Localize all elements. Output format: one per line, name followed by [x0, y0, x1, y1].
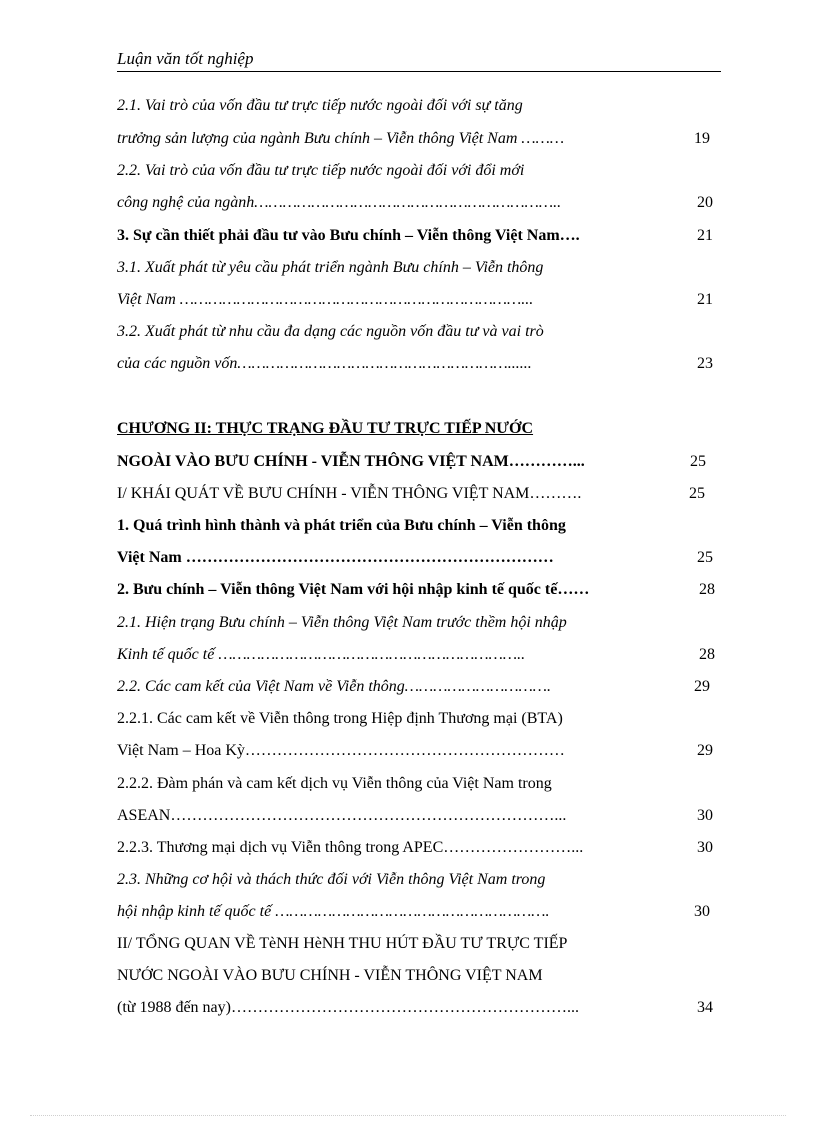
toc-entry-line: 2.2. Các cam kết của Việt Nam về Viễn thông………………………….: [117, 678, 552, 695]
toc-entry-line: 2.3. Những cơ hội và thách thức đối với Viễn thông Việt Nam trong: [117, 871, 546, 888]
toc-entry-line: 1. Quá trình hình thành và phát triển của Bưu chính – Viễn thông: [117, 517, 566, 534]
toc-entry-line: II/ TỔNG QUAN VỀ TèNH HèNH THU HÚT ĐẦU TƯ TRỰC TIẾP: [117, 935, 568, 952]
toc-entry-line: Kinh tế quốc tế ………………………………………………………..: [117, 646, 526, 663]
toc-page-number: 21: [697, 227, 713, 244]
toc-entry-line: hội nhập kinh tế quốc tế ………………………………………………….: [117, 903, 550, 920]
toc-page-number: 23: [697, 355, 713, 372]
toc-page-number: 25: [697, 549, 713, 566]
toc-entry-line: 2.2.3. Thương mại dịch vụ Viễn thông trong APEC……………………...: [117, 839, 584, 856]
toc-entry-line: 2.2. Vai trò của vốn đầu tư trực tiếp nước ngoài đối với đổi mới: [117, 162, 525, 179]
toc-entry-line: (từ 1988 đến nay)………………………………………………………...: [117, 999, 579, 1016]
toc-entry-line: Việt Nam – Hoa Kỳ……………………………………………………: [117, 742, 565, 759]
toc-page-number: 28: [699, 646, 715, 663]
toc-entry-line: 3.2. Xuất phát từ nhu cầu đa dạng các nguồn vốn đầu tư và vai trò: [117, 323, 544, 340]
toc-entry-line: ASEAN………………………………………………………………...: [117, 807, 567, 824]
toc-entry-line: của các nguồn vốn…………………………………………………......: [117, 355, 532, 372]
toc-page-number: 20: [697, 194, 713, 211]
toc-page-number: 25: [689, 485, 705, 502]
toc-page-number: 29: [697, 742, 713, 759]
toc-entry-line: công nghệ của ngành………………………………………………………..: [117, 194, 562, 211]
toc-page-number: 29: [694, 678, 710, 695]
toc-page-number: 28: [699, 581, 715, 598]
toc-page-number: 30: [694, 903, 710, 920]
chapter-title: CHƯƠNG II: THỰC TRẠNG ĐẦU TƯ TRỰC TIẾP NƯỚC: [117, 420, 534, 437]
toc-page-number: 30: [697, 807, 713, 824]
toc-page-number: 21: [697, 291, 713, 308]
chapter-title: NGOÀI VÀO BƯU CHÍNH - VIỄN THÔNG VIỆT NAM…………...: [117, 453, 585, 470]
toc-entry-line: 3.1. Xuất phát từ yêu cầu phát triển ngành Bưu chính – Viễn thông: [117, 259, 544, 276]
toc-entry-line: 2.1. Vai trò của vốn đầu tư trực tiếp nước ngoài đối với sự tăng: [117, 97, 523, 114]
page-footer-divider: [30, 1115, 786, 1116]
toc-entry-line: 2.1. Hiện trạng Bưu chính – Viễn thông Việt Nam trước thềm hội nhập: [117, 614, 567, 631]
toc-entry-line: NƯỚC NGOÀI VÀO BƯU CHÍNH - VIỄN THÔNG VIỆT NAM: [117, 967, 543, 984]
toc-entry-line: Việt Nam ………………………………………………………………...: [117, 291, 534, 308]
toc-entry-line: 2. Bưu chính – Viễn thông Việt Nam với hội nhập kinh tế quốc tế……: [117, 581, 590, 598]
toc-entry-line: trưởng sản lượng của ngành Bưu chính – Viễn thông Việt Nam ………: [117, 130, 565, 147]
toc-entry-line: 2.2.1. Các cam kết về Viễn thông trong Hiệp định Thương mại (BTA): [117, 710, 563, 727]
toc-entry-line: I/ KHÁI QUÁT VỀ BƯU CHÍNH - VIỄN THÔNG VIỆT NAM……….: [117, 485, 582, 502]
page-header: Luận văn tốt nghiệp: [117, 49, 721, 72]
toc-entry-line: Việt Nam ……………………………………………………………: [117, 549, 554, 566]
toc-page-number: 25: [690, 453, 706, 470]
toc-entry-line: 2.2.2. Đàm phán và cam kết dịch vụ Viễn thông của Việt Nam trong: [117, 775, 552, 792]
toc-page-number: 30: [697, 839, 713, 856]
toc-page-number: 19: [694, 130, 710, 147]
toc-page-number: 34: [697, 999, 713, 1016]
toc-entry-line: 3. Sự cần thiết phải đầu tư vào Bưu chính – Viễn thông Việt Nam….: [117, 227, 580, 244]
